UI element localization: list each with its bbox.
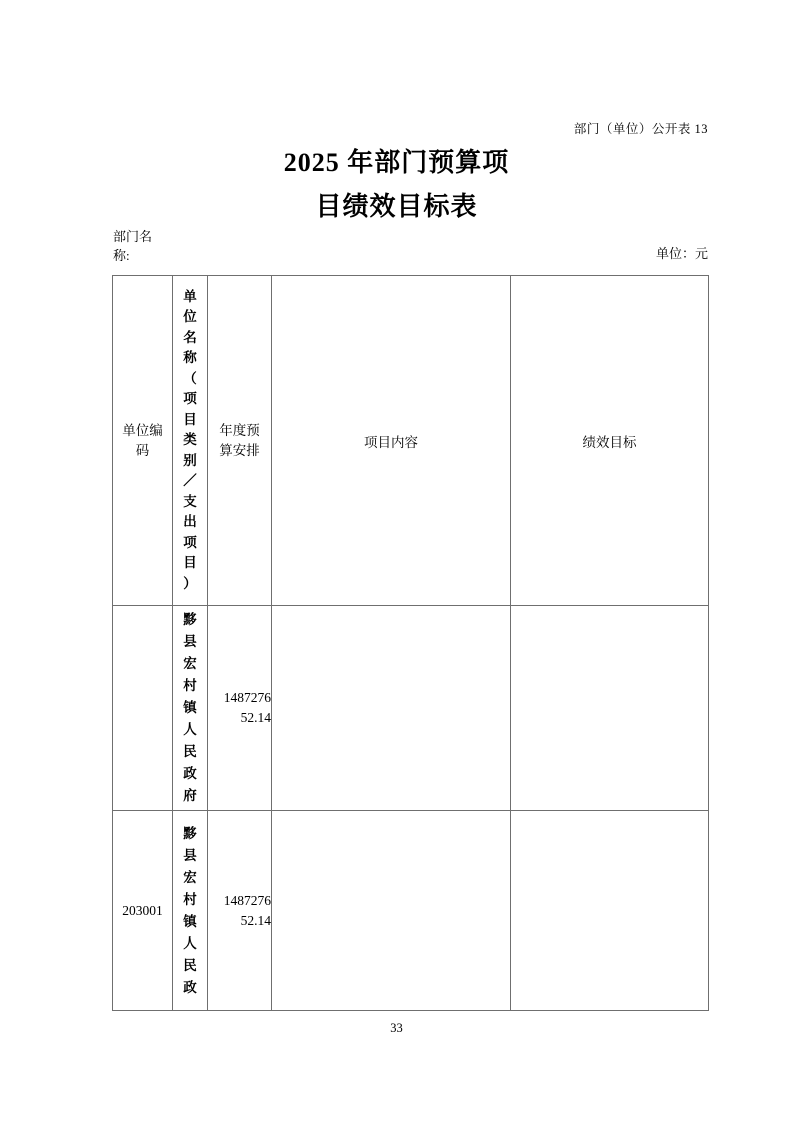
budget-table [112,275,709,1011]
meta-row [113,227,708,265]
row2-project-content [272,811,511,1011]
header-unit-code-line-1: 单位编 [122,422,163,438]
header-annual-budget-line-1: 年度预 [219,422,260,438]
header-unit-name-vertical-text: 单 位 名 称 （ 项 目 类 别 ／ 支 出 项 目 ） [183,288,197,591]
department-name-label-line-2: 称: [113,248,130,263]
page-number: 33 [390,1021,403,1035]
row1-project-content [272,606,511,811]
row2-annual-budget-line-2: 52.14 [240,912,271,928]
header-annual-budget-line-2: 算安排 [219,442,260,458]
budget-table-container [112,275,709,1011]
row2-unit-name [173,811,208,1011]
header-unit-name [173,276,208,606]
row1-annual-budget-line-1: 1487276 [223,690,271,705]
page-title-line-1: 2025 年部门预算项 [283,148,510,177]
header-performance-target: 绩效目标 [511,276,709,606]
row2-unit-code: 203001 [113,811,173,1011]
row2-annual-budget-line-1: 1487276 [223,892,271,908]
page-title [0,141,793,229]
page-title-line-2: 目绩效目标表 [315,192,478,221]
header-note: 部门（单位）公开表 13 [573,122,708,136]
header-unit-code-line-2: 码 [135,442,150,458]
table-row [113,606,709,811]
table-row [113,811,709,1011]
row1-unit-name [173,606,208,811]
row2-unit-name-vertical-text: 黟 县 宏 村 镇 人 民 政 [183,825,197,995]
row1-annual-budget-line-2: 52.14 [240,710,271,725]
header-project-content: 项目内容 [272,276,511,606]
currency-unit-label: 单位：元 [655,246,708,261]
row2-annual-budget [208,811,272,1011]
department-name-label [113,227,152,265]
header-unit-code [113,276,173,606]
table-header-row [113,276,709,606]
row1-performance-target [511,606,709,811]
row2-performance-target [511,811,709,1011]
department-name-label-line-1: 部门名 [113,229,153,244]
row1-unit-name-vertical-text: 黟 县 宏 村 镇 人 民 政 府 [183,612,197,803]
row1-annual-budget [208,606,272,811]
header-annual-budget [208,276,272,606]
row1-unit-code [113,606,173,811]
